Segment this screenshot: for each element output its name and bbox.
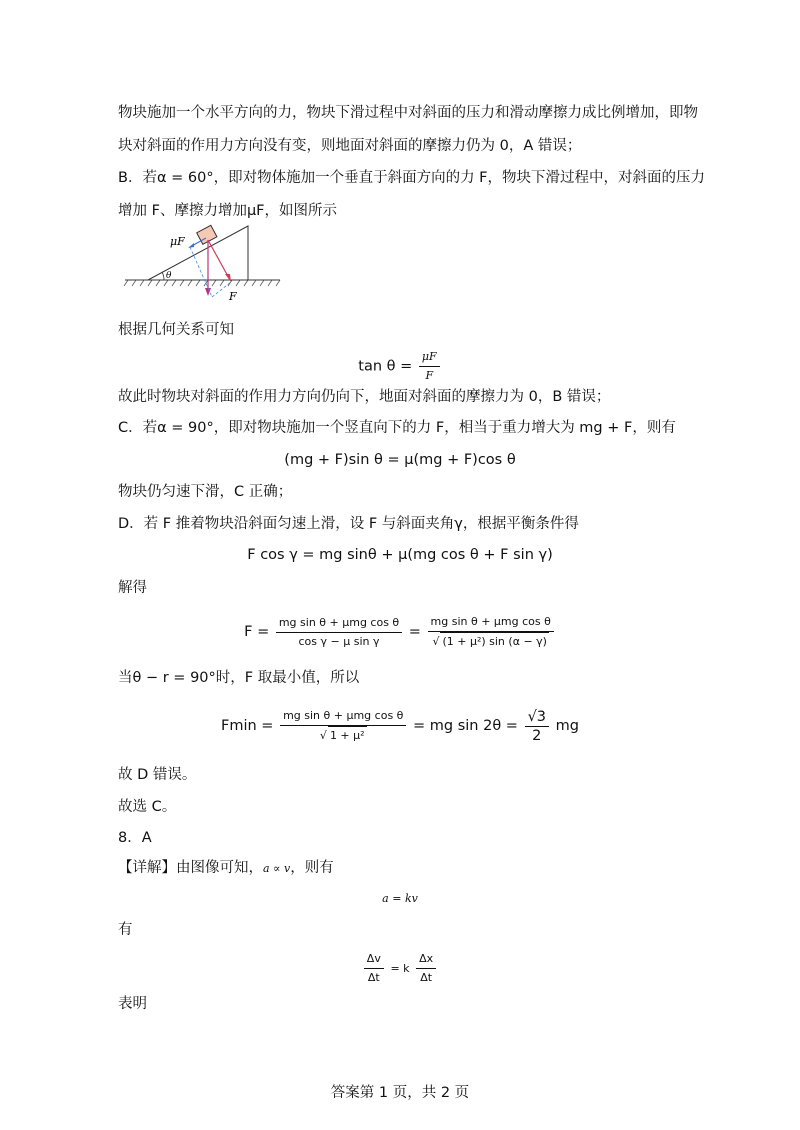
F-label: F <box>229 290 237 303</box>
muF-label: μF <box>170 235 185 248</box>
denominator: Δt <box>367 970 380 984</box>
equation-d: F cos γ = mg sinθ + μ(mg cos θ + F sin γ) <box>247 547 553 563</box>
text-line: 8．A <box>118 830 152 846</box>
fraction <box>276 614 402 651</box>
numerator: mg sin θ + μmg cos θ <box>276 614 402 633</box>
denominator: Δt <box>420 970 433 984</box>
eq-lhs: tan θ = <box>358 358 413 375</box>
fraction <box>416 950 436 987</box>
text-prefix: 【详解】由图像可知， <box>118 860 263 876</box>
theta-label: θ <box>166 271 172 281</box>
text-line: 块对斜面的作用力方向没有变，则地面对斜面的摩擦力仍为 0，A 错误； <box>118 138 582 154</box>
eq-k: = k <box>390 962 410 975</box>
text-line: D．若 F 推着物块沿斜面匀速上滑，设 F 与斜面夹角γ，根据平衡条件得 <box>118 516 579 532</box>
equation-dv <box>0 948 800 989</box>
eq-lhs: F = <box>244 624 270 640</box>
numerator: Δv <box>364 950 384 969</box>
numerator: Δx <box>416 950 436 969</box>
fraction <box>419 348 440 385</box>
numerator: √3 <box>525 708 549 727</box>
equation-F <box>0 612 800 652</box>
fraction <box>428 613 554 651</box>
sqrt-content: 1 + μ² <box>328 726 367 745</box>
numerator: μF <box>419 348 440 367</box>
incline-force-diagram <box>120 220 290 305</box>
text-line: 解得 <box>118 580 147 596</box>
equation-Fmin <box>0 706 800 746</box>
text-line: B．若α = 60°，即对物体施加一个垂直于斜面方向的力 F，物块下滑过程中，对斜面的压力 <box>118 170 706 186</box>
text-line: 当θ − r = 90°时，F 取最小值，所以 <box>118 670 360 686</box>
text-line: 表明 <box>118 996 147 1012</box>
eq-mid: = mg sin 2θ = <box>413 718 518 734</box>
eq-lhs: Fmin = <box>221 718 274 734</box>
text-line: 故 D 错误。 <box>118 767 197 783</box>
denominator: 2 <box>532 727 542 744</box>
numerator: mg sin θ + μmg cos θ <box>428 613 554 632</box>
text-line <box>118 858 334 879</box>
text-suffix: ，则有 <box>290 860 334 876</box>
text-line: C．若α = 90°，即对物块施加一个竖直向下的力 F，相当于重力增大为 mg + F，则有 <box>118 420 676 436</box>
denominator: √ 1 + μ² <box>280 726 406 745</box>
equation-tan <box>0 348 800 385</box>
text-line: 根据几何关系可知 <box>118 322 234 338</box>
page-footer: 答案第 1 页，共 2 页 <box>330 1085 470 1101</box>
fraction <box>364 950 384 987</box>
eq-tail: mg <box>555 718 579 734</box>
text-line: 故此时物块对斜面的作用力方向仍向下，地面对斜面的摩擦力为 0，B 错误； <box>118 389 611 405</box>
equals: = <box>408 624 421 640</box>
text-line: 物块施加一个水平方向的力，物块下滑过程中对斜面的压力和滑动摩擦力成比例增加，即物 <box>118 105 698 121</box>
proportional-expr: a ∝ v <box>263 862 291 875</box>
sqrt-content: (1 + μ²) sin (α − γ) <box>440 632 549 651</box>
equation-c: (mg + F)sin θ = μ(mg + F)cos θ <box>284 452 516 468</box>
text-line: 物块仍匀速下滑，C 正确； <box>118 484 293 500</box>
denominator: √ (1 + μ²) sin (α − γ) <box>428 632 554 651</box>
text-line: 增加 F、摩擦力增加μF，如图所示 <box>118 203 338 219</box>
fraction <box>280 707 406 745</box>
denominator: F <box>425 369 434 382</box>
denominator: cos γ − μ sin γ <box>298 634 380 648</box>
equation-akv: a = kv <box>382 892 418 905</box>
numerator: mg sin θ + μmg cos θ <box>280 707 406 726</box>
text-line: 有 <box>118 922 133 938</box>
text-line: 故选 C。 <box>118 799 177 815</box>
fraction <box>525 708 549 745</box>
